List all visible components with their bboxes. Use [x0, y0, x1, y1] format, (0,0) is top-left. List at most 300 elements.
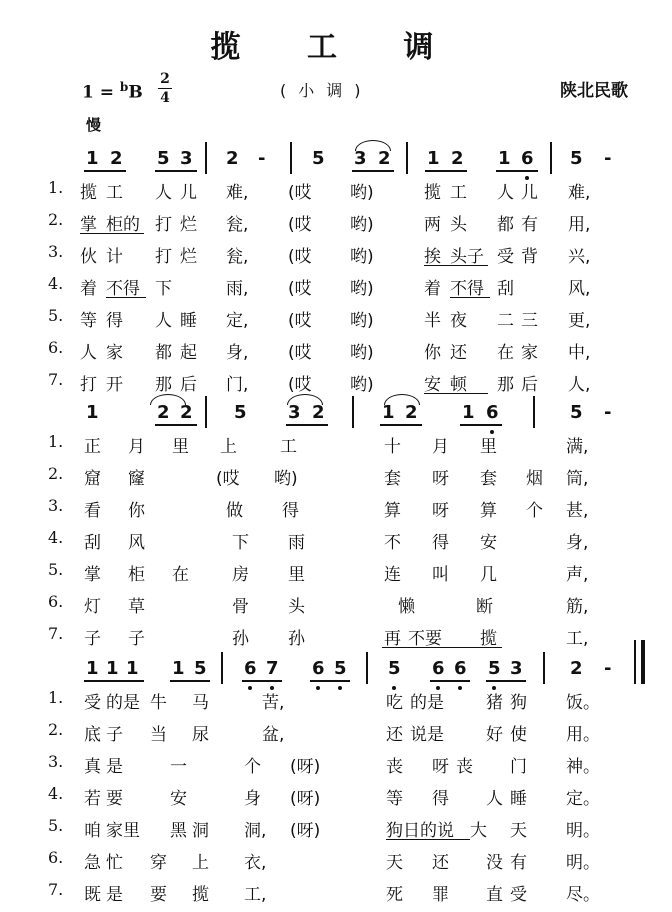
notation-row: [0, 648, 672, 684]
lyric: 下: [232, 533, 249, 553]
lyric: (哎: [288, 247, 312, 267]
note: 2: [405, 402, 418, 423]
lyric: 人: [155, 311, 172, 331]
beam: [170, 680, 210, 682]
verse-2: [0, 206, 672, 238]
lyric: 断: [476, 597, 493, 617]
lyric: 黑: [170, 821, 187, 841]
lyric: 睡: [180, 311, 197, 331]
note: 6: [312, 658, 325, 679]
lyric: 丧: [456, 757, 473, 777]
verse-5: [0, 812, 672, 844]
lyric: 揽: [192, 885, 209, 905]
barline: [352, 396, 354, 428]
verse-7: [0, 876, 672, 908]
lyric: 月: [432, 437, 449, 457]
lyric: 哟): [350, 183, 374, 203]
lyric-underline: [424, 265, 488, 266]
lyric: 吃: [386, 693, 403, 713]
lyric: 好: [486, 725, 503, 745]
note: 3: [288, 402, 301, 423]
lyric: 窟: [84, 469, 101, 489]
lyric: (哎: [216, 469, 240, 489]
lyric: 打: [155, 215, 172, 235]
lyric: 懒: [398, 597, 415, 617]
lyric: 死: [386, 885, 403, 905]
barline: [290, 142, 292, 174]
lyric: 底: [84, 725, 101, 745]
lyric: 难,: [568, 183, 591, 203]
lyric: 呀: [432, 757, 449, 777]
lyric: 真: [84, 757, 101, 777]
note: 5: [570, 148, 583, 169]
note: 1: [172, 658, 185, 679]
lyric: 十: [384, 437, 401, 457]
verse-number: 1.: [48, 432, 64, 451]
system-3: [0, 648, 672, 908]
lyric: 大: [470, 821, 487, 841]
lyric: (呀): [290, 757, 321, 777]
beam: [286, 424, 328, 426]
lyric: 筋,: [566, 597, 589, 617]
note: 2: [157, 402, 170, 423]
lyric: 再: [384, 629, 401, 649]
verse-2: [0, 460, 672, 492]
note: 1: [126, 658, 139, 679]
tie: [287, 394, 323, 405]
note: 2: [451, 148, 464, 169]
lyric: 声,: [566, 565, 589, 585]
lyric: 洞: [192, 821, 209, 841]
lyric: (哎: [288, 279, 312, 299]
key-signature: [82, 80, 143, 103]
barline: [205, 396, 207, 428]
lyric: 房: [232, 565, 249, 585]
dash: -: [604, 148, 612, 169]
dash: -: [604, 402, 612, 423]
lyric: 子: [128, 629, 145, 649]
lyric: 忙: [106, 853, 123, 873]
lyric: 定,: [226, 311, 249, 331]
lyric: 咱: [84, 821, 101, 841]
lyric: 还: [432, 853, 449, 873]
flat-sign: b: [119, 80, 129, 94]
lyric: 受: [497, 247, 514, 267]
lyric: 不得: [106, 279, 140, 299]
lyric: (哎: [288, 375, 312, 395]
lyric: 孙: [288, 629, 305, 649]
beam: [352, 170, 394, 172]
lyric: 看: [84, 501, 101, 521]
barline: [533, 396, 535, 428]
lyric: 草: [128, 597, 145, 617]
note: 6: [454, 658, 467, 679]
lyric: 哟): [274, 469, 298, 489]
verse-number: 7.: [48, 370, 64, 389]
verse-3: [0, 238, 672, 270]
lyric: 你: [128, 501, 145, 521]
lyric: 哟): [350, 279, 374, 299]
lyric: 筒,: [566, 469, 589, 489]
lyric: 饭。: [566, 693, 600, 713]
lyric: 尽。: [566, 885, 600, 905]
note: 1: [86, 148, 99, 169]
lyric: 的是: [106, 693, 140, 713]
note: 5: [194, 658, 207, 679]
lyric: 哟): [350, 375, 374, 395]
lyric: 用。: [566, 725, 600, 745]
lyric: 掌: [80, 215, 97, 235]
note: 1: [86, 658, 99, 679]
barline: [221, 652, 223, 684]
lyric: 家里: [106, 821, 140, 841]
barline: [205, 142, 207, 174]
lyric: 安: [480, 533, 497, 553]
lyric: 孙: [232, 629, 249, 649]
lyric: 的是: [410, 693, 444, 713]
verse-1: [0, 428, 672, 460]
lyric: 门: [510, 757, 527, 777]
lyric: 头: [450, 215, 467, 235]
lyric: 里: [288, 565, 305, 585]
lyric: (哎: [288, 215, 312, 235]
lyric: 着: [424, 279, 441, 299]
verse-number: 6.: [48, 592, 64, 611]
lyric: 套: [384, 469, 401, 489]
lyric: 若: [84, 789, 101, 809]
lyric: 瓮,: [226, 215, 249, 235]
lyric: 哟): [350, 343, 374, 363]
lyric: (呀): [290, 821, 321, 841]
lyric: 那: [497, 375, 514, 395]
verse-number: 5.: [48, 306, 64, 325]
lyric: 人: [80, 343, 97, 363]
lyric: 人,: [568, 375, 591, 395]
note: 2: [110, 148, 123, 169]
lyric: 瓮,: [226, 247, 249, 267]
lyric: 明。: [566, 821, 600, 841]
lyric: 直: [486, 885, 503, 905]
lyric: 掌: [84, 565, 101, 585]
lyric: 后: [521, 375, 538, 395]
lyric: 月: [128, 437, 145, 457]
verse-number: 1.: [48, 178, 64, 197]
lyric: 急: [84, 853, 101, 873]
song-origin: 陕北民歌: [560, 81, 628, 101]
verse-number: 4.: [48, 784, 64, 803]
lyric: 身,: [566, 533, 589, 553]
lyric: 当: [150, 725, 167, 745]
tie: [384, 394, 420, 405]
lyric: 你: [424, 343, 441, 363]
lyric: 套: [480, 469, 497, 489]
beam: [155, 424, 197, 426]
lyric: 都: [497, 215, 514, 235]
lyric: 身,: [226, 343, 249, 363]
beam: [430, 680, 470, 682]
system-1: [0, 138, 672, 398]
final-barline-thin: [634, 640, 636, 684]
lyric: 猪: [486, 693, 503, 713]
verse-1: [0, 684, 672, 716]
key-note: B: [128, 82, 143, 103]
lyric: 得: [106, 311, 123, 331]
beam: [310, 680, 350, 682]
lyric: 工: [450, 183, 467, 203]
lyric: 家: [106, 343, 123, 363]
verse-6: [0, 844, 672, 876]
lyric: 穿: [150, 853, 167, 873]
lyric: 用,: [568, 215, 591, 235]
beam: [155, 170, 197, 172]
lyric: (哎: [288, 343, 312, 363]
lyric: 雨: [288, 533, 305, 553]
verse-number: 3.: [48, 242, 64, 261]
lyric: 家: [521, 343, 538, 363]
lyric: 子: [106, 725, 123, 745]
lyric: 下: [155, 279, 172, 299]
lyric: 那: [155, 375, 172, 395]
lyric: 满,: [566, 437, 589, 457]
lyric: 不要: [408, 629, 442, 649]
lyric: 尿: [192, 725, 209, 745]
verse-number: 3.: [48, 496, 64, 515]
lyric: 有: [521, 215, 538, 235]
lyric: 人: [486, 789, 503, 809]
note: 1: [106, 658, 119, 679]
lyric: 是: [106, 757, 123, 777]
lyric: 说是: [410, 725, 444, 745]
lyric: 受: [510, 885, 527, 905]
lyric: 人: [497, 183, 514, 203]
note: 2: [378, 148, 391, 169]
lyric: 个: [526, 501, 543, 521]
lyric: 洞,: [244, 821, 267, 841]
lyric: 烂: [180, 215, 197, 235]
lyric: 睡: [510, 789, 527, 809]
note: 5: [570, 402, 583, 423]
verse-6: [0, 334, 672, 366]
verse-number: 7.: [48, 880, 64, 899]
lyric: (呀): [290, 789, 321, 809]
lyric: 上: [220, 437, 237, 457]
tie: [355, 140, 391, 151]
dash: -: [604, 658, 612, 679]
lyric: 狗日的说: [386, 821, 454, 841]
barline: [550, 142, 552, 174]
lyric: 开: [106, 375, 123, 395]
lyric: 要: [150, 885, 167, 905]
note: 1: [462, 402, 475, 423]
verse-6: [0, 588, 672, 620]
lyric: 个: [244, 757, 261, 777]
lyric: 在: [172, 565, 189, 585]
final-barline-thick: [641, 640, 645, 684]
lyric: 都: [155, 343, 172, 363]
lyric: 身: [244, 789, 261, 809]
lyric: 窿: [128, 469, 145, 489]
verse-5: [0, 302, 672, 334]
lyric: 一: [170, 757, 187, 777]
lyric: 哟): [350, 215, 374, 235]
lyric: 几: [480, 565, 497, 585]
lyric: 儿: [180, 183, 197, 203]
lyric: 揽: [480, 629, 497, 649]
lyric: 兴,: [568, 247, 591, 267]
note: 1: [382, 402, 395, 423]
lyric: 安: [424, 375, 441, 395]
lyric: 工: [106, 183, 123, 203]
lyric: 丧: [386, 757, 403, 777]
lyric: 起: [180, 343, 197, 363]
verse-4: [0, 524, 672, 556]
lyric: 不: [384, 533, 401, 553]
lyric: 工,: [244, 885, 267, 905]
lyric: 打: [80, 375, 97, 395]
notation-row: [0, 392, 672, 428]
lyric: 甚,: [566, 501, 589, 521]
lyric: 头子: [450, 247, 484, 267]
note: 3: [510, 658, 523, 679]
verse-number: 6.: [48, 338, 64, 357]
verse-1: [0, 174, 672, 206]
verse-4: [0, 780, 672, 812]
verse-number: 5.: [48, 816, 64, 835]
verse-number: 1.: [48, 688, 64, 707]
lyric: 工: [280, 437, 297, 457]
note: 5: [388, 658, 401, 679]
lyric: 打: [155, 247, 172, 267]
lyric: 风: [128, 533, 145, 553]
note: 5: [334, 658, 347, 679]
lyric: 牛: [150, 693, 167, 713]
lyric: 雨,: [226, 279, 249, 299]
lyric: 上: [192, 853, 209, 873]
lyric: 连: [384, 565, 401, 585]
verse-number: 5.: [48, 560, 64, 579]
beam: [84, 170, 126, 172]
lyric: 要: [106, 789, 123, 809]
lyric: 盆,: [262, 725, 285, 745]
tempo-marking: 慢: [86, 116, 102, 134]
lyric: (哎: [288, 311, 312, 331]
beam: [460, 424, 502, 426]
verse-number: 2.: [48, 720, 64, 739]
lyric-underline: [80, 233, 144, 234]
song-title: 揽 工 调: [210, 30, 462, 65]
note: 6: [486, 402, 499, 423]
lyric: 头: [288, 597, 305, 617]
lyric: 中,: [568, 343, 591, 363]
lyric: 做: [226, 501, 243, 521]
lyric: 柜: [128, 565, 145, 585]
lyric: 门,: [226, 375, 249, 395]
lyric-underline: [106, 297, 146, 298]
lyric: 没: [486, 853, 503, 873]
lyric: 算: [384, 501, 401, 521]
lyric: 更,: [568, 311, 591, 331]
lyric: 还: [450, 343, 467, 363]
lyric: 两: [424, 215, 441, 235]
note: 5: [312, 148, 325, 169]
note: 2: [226, 148, 239, 169]
lyric: 顿: [450, 375, 467, 395]
lyric: 安: [170, 789, 187, 809]
lyric: 三: [521, 311, 538, 331]
system-2: [0, 392, 672, 652]
verse-number: 7.: [48, 624, 64, 643]
lyric: (哎: [288, 183, 312, 203]
verse-number: 6.: [48, 848, 64, 867]
verse-number: 4.: [48, 274, 64, 293]
note: 5: [488, 658, 501, 679]
lyric: 定。: [566, 789, 600, 809]
lyric: 二: [497, 311, 514, 331]
lyric: 柜的: [106, 215, 140, 235]
lyric-underline: [386, 839, 470, 840]
lyric: 罪: [432, 885, 449, 905]
note: 2: [312, 402, 325, 423]
meter-bottom: 4: [160, 90, 170, 106]
lyric: 既: [84, 885, 101, 905]
verse-number: 3.: [48, 752, 64, 771]
lyric: 哟): [350, 311, 374, 331]
lyric: 有: [510, 853, 527, 873]
lyric: 马: [192, 693, 209, 713]
lyric: 还: [386, 725, 403, 745]
lyric: 是: [106, 885, 123, 905]
note: 1: [86, 402, 99, 423]
lyric: 等: [80, 311, 97, 331]
lyric: 衣,: [244, 853, 267, 873]
note: 3: [354, 148, 367, 169]
note: 1: [498, 148, 511, 169]
barline: [543, 652, 545, 684]
beam: [496, 170, 538, 172]
verse-3: [0, 492, 672, 524]
verse-5: [0, 556, 672, 588]
note: 6: [244, 658, 257, 679]
lyric: 半: [424, 311, 441, 331]
lyric: 里: [172, 437, 189, 457]
lyric: 伙: [80, 247, 97, 267]
lyric: 神。: [566, 757, 600, 777]
barline: [406, 142, 408, 174]
lyric: 狗: [510, 693, 527, 713]
notation-row: [0, 138, 672, 174]
note: 2: [570, 658, 583, 679]
lyric: 计: [106, 247, 123, 267]
note: 6: [432, 658, 445, 679]
beam: [242, 680, 282, 682]
tie: [150, 394, 186, 405]
lyric: 人: [155, 183, 172, 203]
lyric: 算: [480, 501, 497, 521]
verse-number: 4.: [48, 528, 64, 547]
lyric: 不得: [450, 279, 484, 299]
note: 7: [266, 658, 279, 679]
lyric: 得: [282, 501, 299, 521]
lyric: 挨: [424, 247, 441, 267]
lyric: 子: [84, 629, 101, 649]
lyric: 揽: [424, 183, 441, 203]
note: 3: [180, 148, 193, 169]
beam: [84, 680, 144, 682]
lyric: 背: [521, 247, 538, 267]
verse-number: 2.: [48, 210, 64, 229]
beam: [486, 680, 526, 682]
note: 1: [427, 148, 440, 169]
